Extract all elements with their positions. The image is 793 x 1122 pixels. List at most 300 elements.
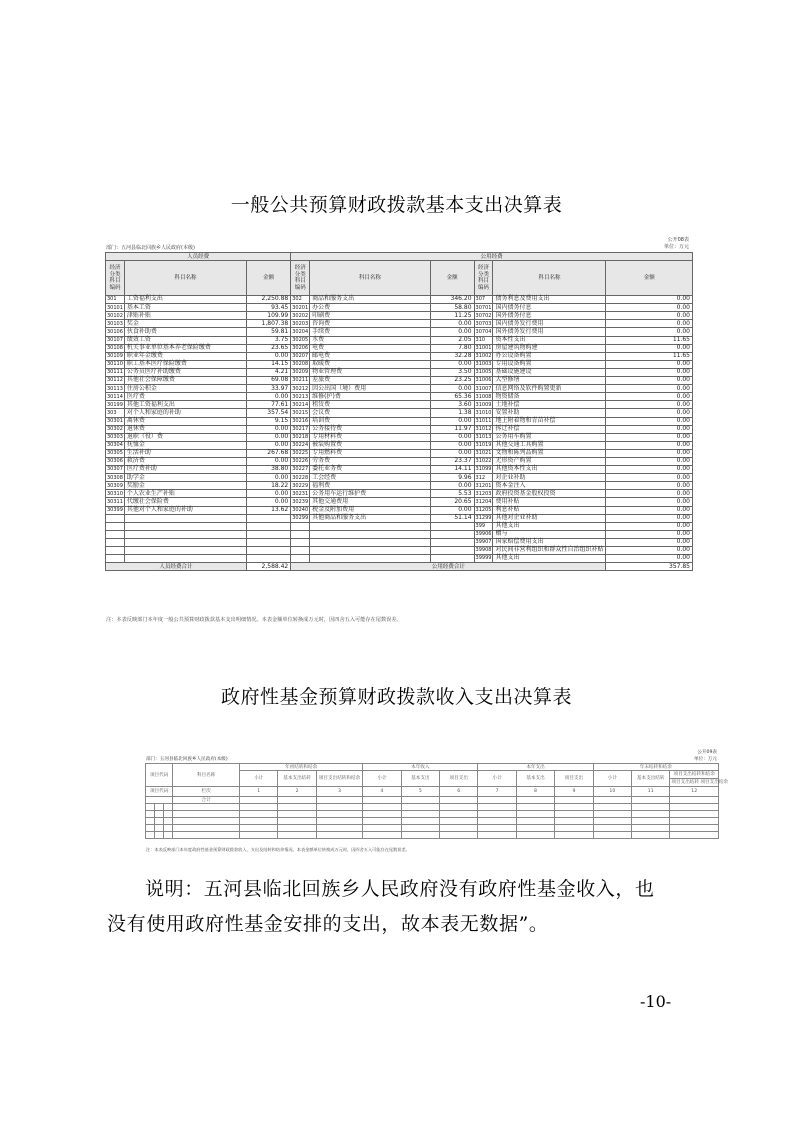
cell-name: 其他支出 bbox=[493, 522, 606, 530]
cell-code bbox=[291, 530, 310, 538]
cell-code: 30225 bbox=[292, 450, 309, 457]
cell-code: 31010 bbox=[475, 409, 492, 416]
cell-amount: 0.00 bbox=[430, 506, 474, 514]
cell-name bbox=[310, 538, 430, 546]
cell-name: 委托业务费 bbox=[310, 466, 430, 474]
cell-code: 30704 bbox=[475, 328, 492, 335]
cell-name: 国外债务发行费用 bbox=[493, 328, 606, 336]
cell-code: 31006 bbox=[475, 377, 492, 384]
lan-num: 2 bbox=[278, 787, 316, 797]
cell-name: 土地补偿 bbox=[493, 401, 606, 409]
cell-amount bbox=[430, 538, 474, 546]
cell-amount: 0.00 bbox=[246, 457, 290, 465]
header-sub1: 项目支出结转 bbox=[671, 780, 699, 785]
cell-name: 资本金注入 bbox=[493, 482, 606, 490]
cell-amount: 0.00 bbox=[430, 482, 474, 490]
cell-amount: 23.65 bbox=[246, 344, 290, 352]
cell-name: 抚恤金 bbox=[124, 441, 246, 449]
cell-name: 职工基本医疗保险缴费 bbox=[124, 360, 246, 368]
cell-name: 工资福利支出 bbox=[124, 296, 246, 304]
cell-name: 差旅费 bbox=[310, 377, 430, 385]
header-amount: 金额 bbox=[606, 261, 693, 296]
cell-name: 退职（役）费 bbox=[124, 433, 246, 441]
cell-amount bbox=[430, 555, 474, 563]
table-row bbox=[106, 514, 693, 522]
cell-code bbox=[291, 538, 310, 546]
cell-name: 其他对企业补助 bbox=[493, 514, 606, 522]
table-row bbox=[106, 344, 693, 352]
cell-amount: 0.00 bbox=[606, 482, 693, 490]
total-personnel-label: 人员经费合计 bbox=[106, 563, 247, 571]
table-row bbox=[106, 360, 693, 368]
table-row bbox=[106, 530, 693, 538]
cell-amount: 0.00 bbox=[606, 296, 693, 304]
title-fund-table: 政府性基金预算财政拨款收入支出决算表 bbox=[220, 686, 572, 708]
table-code-label: 公开09表 bbox=[697, 750, 717, 755]
table-row bbox=[106, 409, 693, 417]
cell-name: 对民间非营利组织和群众性自治组织补贴 bbox=[493, 547, 606, 555]
table-row bbox=[106, 368, 693, 376]
cell-code: 30304 bbox=[107, 442, 123, 449]
cell-amount: 0.00 bbox=[246, 433, 290, 441]
cell-name: 政府投资基金股权投资 bbox=[493, 490, 606, 498]
cell-amount: 0.00 bbox=[606, 401, 693, 409]
cell-amount: 0.00 bbox=[606, 555, 693, 563]
cell-amount: 58.80 bbox=[430, 304, 474, 312]
cell-name: 助学金 bbox=[124, 474, 246, 482]
cell-amount: 32.28 bbox=[430, 352, 474, 360]
cell-code bbox=[106, 522, 125, 530]
cell-code: 30109 bbox=[107, 353, 123, 360]
cell-code: 30309 bbox=[107, 482, 123, 489]
cell-name bbox=[124, 547, 246, 555]
cell-name bbox=[124, 555, 246, 563]
cell-amount: 0.00 bbox=[430, 385, 474, 393]
total-personnel: 2,588.42 bbox=[246, 563, 290, 571]
cell-name: 赠与 bbox=[493, 530, 606, 538]
cell-name: 福利费 bbox=[310, 482, 430, 490]
cell-name: 医疗费 bbox=[124, 393, 246, 401]
cell-name: 绩效工资 bbox=[124, 336, 246, 344]
cell-amount bbox=[430, 530, 474, 538]
lan-num: 10 bbox=[593, 787, 631, 797]
header-basic-carry: 基本支出结转 bbox=[632, 771, 670, 787]
lan-label: 栏次 bbox=[173, 787, 240, 797]
cell-amount: 23.25 bbox=[430, 377, 474, 385]
table-row bbox=[106, 457, 693, 465]
cell-code: 30111 bbox=[107, 369, 123, 376]
cell-name: 代缴社会保险费 bbox=[124, 498, 246, 506]
cell-amount: 93.45 bbox=[246, 304, 290, 312]
cell-amount: 51.14 bbox=[430, 514, 474, 522]
table-row bbox=[106, 320, 693, 328]
header-total: 小计 bbox=[593, 771, 631, 787]
cell-amount: 0.00 bbox=[606, 457, 693, 465]
cell-code: 31299 bbox=[475, 515, 492, 522]
table-row bbox=[146, 787, 719, 797]
cell-name: 维修(护)费 bbox=[310, 393, 430, 401]
cell-code bbox=[291, 547, 310, 555]
table-row bbox=[106, 433, 693, 441]
table-note: 注：本表反映部门本年度政府性基金预算财政拨款收入、支出及结转和结余情况。本表金额单位转换成万元时，因四舍五入可能存在尾数误差。 bbox=[146, 847, 410, 852]
cell-code: 31201 bbox=[475, 482, 492, 489]
cell-amount: 59.81 bbox=[246, 328, 290, 336]
table-row bbox=[106, 312, 693, 320]
cell-name: 专用设备购置 bbox=[493, 360, 606, 368]
cell-code: 30227 bbox=[292, 466, 309, 473]
cell-name bbox=[124, 522, 246, 530]
lan-num: 8 bbox=[516, 787, 554, 797]
header-code: 项目代码 bbox=[146, 787, 173, 797]
cell-name: 其他支出 bbox=[493, 555, 606, 563]
cell-code: 31011 bbox=[475, 417, 492, 424]
cell-amount: 0.00 bbox=[606, 514, 693, 522]
cell-amount: 0.00 bbox=[606, 466, 693, 474]
cell-amount: 1,807.38 bbox=[246, 320, 290, 328]
cell-code: 30208 bbox=[292, 361, 309, 368]
cell-name bbox=[310, 555, 430, 563]
table-row bbox=[106, 401, 693, 409]
cell-amount: 0.00 bbox=[606, 393, 693, 401]
cell-name: 费用补贴 bbox=[493, 498, 606, 506]
cell-code: 301 bbox=[106, 296, 125, 304]
cell-name: 劳务费 bbox=[310, 457, 430, 465]
cell-amount: 13.62 bbox=[246, 506, 290, 514]
header-code: 经济分类科目编码 bbox=[106, 261, 125, 296]
header-name: 科目名称 bbox=[310, 261, 430, 296]
cell-code: 30214 bbox=[292, 401, 309, 408]
cell-code: 31204 bbox=[475, 498, 492, 505]
cell-code: 30101 bbox=[107, 304, 123, 311]
cell-code: 30228 bbox=[292, 474, 309, 481]
cell-name: 水费 bbox=[310, 336, 430, 344]
cell-name: 住房公积金 bbox=[124, 385, 246, 393]
cell-code: 30229 bbox=[292, 482, 309, 489]
cell-code: 310 bbox=[474, 336, 493, 344]
cell-code: 31205 bbox=[475, 506, 492, 513]
group-income: 本年收入 bbox=[363, 764, 478, 771]
cell-amount: 267.68 bbox=[246, 449, 290, 457]
title-basic-expenditure: 一般公共预算财政拨款基本支出决算表 bbox=[230, 194, 563, 216]
dept-label: 部门：五河县临北回族乡人民政府(本级) bbox=[106, 245, 195, 251]
cell-code: 30303 bbox=[107, 434, 123, 441]
cell-amount: 0.00 bbox=[606, 360, 693, 368]
cell-code: 31021 bbox=[475, 450, 492, 457]
cell-amount: 2,250.88 bbox=[246, 296, 290, 304]
cell-code bbox=[106, 547, 125, 555]
cell-name: 其他对个人和家庭的补助 bbox=[124, 506, 246, 514]
cell-amount bbox=[246, 514, 290, 522]
cell-name: 信息网络及软件购置更新 bbox=[493, 385, 606, 393]
cell-code: 31001 bbox=[475, 345, 492, 352]
cell-amount: 11.97 bbox=[430, 425, 474, 433]
header-code: 项目代码 bbox=[146, 764, 173, 787]
cell-name: 国内债务付息 bbox=[493, 304, 606, 312]
table-row bbox=[106, 417, 693, 425]
cell-code: 30103 bbox=[107, 320, 123, 327]
cell-code: 30211 bbox=[292, 377, 309, 384]
cell-code: 39906 bbox=[475, 531, 492, 538]
cell-name: 其他交通费用 bbox=[310, 498, 430, 506]
cell-name bbox=[124, 530, 246, 538]
table-row bbox=[106, 296, 693, 304]
cell-name: 咨询费 bbox=[310, 320, 430, 328]
group-opening: 年初结转和结余 bbox=[239, 764, 362, 771]
cell-code: 30311 bbox=[107, 498, 123, 505]
cell-code: 30308 bbox=[107, 474, 123, 481]
cell-amount: 65.36 bbox=[430, 393, 474, 401]
table-row bbox=[106, 328, 693, 336]
header-project: 项目支出 bbox=[555, 771, 593, 787]
table-row bbox=[106, 304, 693, 312]
header-total: 小计 bbox=[478, 771, 516, 787]
cell-name: 国家赔偿费用支出 bbox=[493, 538, 606, 546]
header-amount: 金额 bbox=[246, 261, 290, 296]
cell-name: 房屋建筑物购建 bbox=[493, 344, 606, 352]
cell-name: 租赁费 bbox=[310, 401, 430, 409]
cell-name: 办公设备购置 bbox=[493, 352, 606, 360]
cell-code: 30701 bbox=[475, 304, 492, 311]
cell-amount: 0.00 bbox=[606, 490, 693, 498]
cell-name: 大型修缮 bbox=[493, 377, 606, 385]
table-note: 注：本表反映部门本年度一般公共预算财政拨款基本支出明细情况。本表金额单位转换成万元时，因四舍五入可能存在尾数误差。 bbox=[106, 617, 402, 623]
table-row bbox=[106, 393, 693, 401]
table-row bbox=[106, 425, 693, 433]
cell-name: 手续费 bbox=[310, 328, 430, 336]
cell-code: 399 bbox=[474, 522, 493, 530]
table-code-label: 公开08表 bbox=[667, 237, 689, 243]
table-row bbox=[106, 377, 693, 385]
cell-code: 31003 bbox=[475, 361, 492, 368]
header-name: 科目名称 bbox=[173, 764, 240, 787]
cell-name bbox=[310, 522, 430, 530]
cell-amount bbox=[430, 522, 474, 530]
cell-name: 税金及附加费用 bbox=[310, 506, 430, 514]
table-grid bbox=[145, 763, 729, 839]
cell-amount: 0.00 bbox=[246, 393, 290, 401]
group-closing: 年末结转和结余 bbox=[593, 764, 718, 771]
cell-name bbox=[124, 514, 246, 522]
cell-code: 30239 bbox=[292, 498, 309, 505]
cell-code: 30703 bbox=[475, 320, 492, 327]
cell-name: 拆迁补偿 bbox=[493, 425, 606, 433]
cell-name: 物业管理费 bbox=[310, 368, 430, 376]
sum-label: 合计 bbox=[173, 797, 240, 804]
cell-code: 302 bbox=[291, 296, 310, 304]
cell-code: 30218 bbox=[292, 434, 309, 441]
cell-name: 个人农业生产补贴 bbox=[124, 490, 246, 498]
header-project: 项目支出 bbox=[440, 771, 478, 787]
explanation-line-2: 没有使用政府性基金安排的支出，故本表无数据”。 bbox=[107, 913, 549, 935]
cell-amount bbox=[430, 547, 474, 555]
cell-amount: 2.05 bbox=[430, 336, 474, 344]
table-row bbox=[106, 441, 693, 449]
cell-name: 基本工资 bbox=[124, 304, 246, 312]
cell-code: 30112 bbox=[107, 377, 123, 384]
cell-name: 奖金 bbox=[124, 320, 246, 328]
cell-code: 30114 bbox=[107, 393, 123, 400]
cell-amount: 0.00 bbox=[606, 506, 693, 514]
cell-code: 30107 bbox=[107, 336, 123, 343]
cell-amount: 11.25 bbox=[430, 312, 474, 320]
cell-code: 31002 bbox=[475, 353, 492, 360]
cell-name: 办公费 bbox=[310, 304, 430, 312]
lan-num: 11 bbox=[632, 787, 670, 797]
cell-name bbox=[310, 547, 430, 555]
table-row bbox=[106, 449, 693, 457]
cell-amount: 357.54 bbox=[246, 409, 290, 417]
cell-name: 对个人和家庭的补助 bbox=[124, 409, 246, 417]
cell-name: 印刷费 bbox=[310, 312, 430, 320]
cell-code: 30106 bbox=[107, 328, 123, 335]
cell-code: 31008 bbox=[475, 393, 492, 400]
cell-amount: 0.00 bbox=[606, 425, 693, 433]
cell-amount: 0.00 bbox=[246, 474, 290, 482]
cell-code: 30207 bbox=[292, 353, 309, 360]
cell-code: 39908 bbox=[475, 547, 492, 554]
cell-amount: 3.50 bbox=[430, 368, 474, 376]
table-row bbox=[106, 547, 693, 555]
cell-amount: 38.80 bbox=[246, 466, 290, 474]
cell-amount: 69.08 bbox=[246, 377, 290, 385]
cell-code bbox=[291, 555, 310, 563]
lan-num: 9 bbox=[555, 787, 593, 797]
cell-amount: 0.00 bbox=[606, 320, 693, 328]
table-row bbox=[106, 490, 693, 498]
cell-name: 救济费 bbox=[124, 457, 246, 465]
cell-name: 物资储备 bbox=[493, 393, 606, 401]
cell-name: 利息补贴 bbox=[493, 506, 606, 514]
cell-code: 31099 bbox=[475, 466, 492, 473]
cell-amount: 1.38 bbox=[430, 409, 474, 417]
cell-name: 电费 bbox=[310, 344, 430, 352]
cell-name: 安置补助 bbox=[493, 409, 606, 417]
cell-name: 国外债务付息 bbox=[493, 312, 606, 320]
cell-amount bbox=[246, 555, 290, 563]
cell-amount: 20.65 bbox=[430, 498, 474, 506]
cell-amount: 0.00 bbox=[246, 425, 290, 433]
cell-code: 30212 bbox=[292, 385, 309, 392]
cell-name: 机关事业单位基本养老保险缴费 bbox=[124, 344, 246, 352]
cell-code: 312 bbox=[474, 474, 493, 482]
cell-name: 文物和陈列品购置 bbox=[493, 449, 606, 457]
cell-code: 30240 bbox=[292, 506, 309, 513]
cell-amount: 33.97 bbox=[246, 385, 290, 393]
cell-amount: 14.11 bbox=[430, 466, 474, 474]
cell-code: 30202 bbox=[292, 312, 309, 319]
cell-name: 培训费 bbox=[310, 417, 430, 425]
header-basic: 基本支出 bbox=[401, 771, 439, 787]
cell-name: 医疗费补助 bbox=[124, 466, 246, 474]
cell-name: 因公出国（境）费用 bbox=[310, 385, 430, 393]
cell-amount: 0.00 bbox=[606, 344, 693, 352]
cell-code: 30299 bbox=[292, 515, 309, 522]
table-row bbox=[106, 385, 693, 393]
cell-amount: 3.75 bbox=[246, 336, 290, 344]
cell-name: 地上附着物和青苗补偿 bbox=[493, 417, 606, 425]
cell-amount: 7.80 bbox=[430, 344, 474, 352]
cell-amount: 0.00 bbox=[606, 498, 693, 506]
cell-amount: 0.00 bbox=[606, 449, 693, 457]
cell-code: 30305 bbox=[107, 450, 123, 457]
cell-code: 30217 bbox=[292, 425, 309, 432]
cell-amount: 4.21 bbox=[246, 368, 290, 376]
cell-name: 公务员医疗补助缴费 bbox=[124, 368, 246, 376]
basic-expenditure-table bbox=[105, 236, 693, 626]
table-row bbox=[106, 555, 693, 563]
cell-name: 奖励金 bbox=[124, 482, 246, 490]
header-basic-carry: 基本支出结转 bbox=[278, 771, 316, 787]
cell-code: 30301 bbox=[107, 417, 123, 424]
cell-amount: 9.15 bbox=[246, 417, 290, 425]
header-project-carry: 项目支出结转和结余 bbox=[670, 771, 719, 779]
cell-code bbox=[106, 555, 125, 563]
cell-amount: 0.00 bbox=[606, 409, 693, 417]
cell-amount: 0.00 bbox=[606, 368, 693, 376]
header-code: 经济分类科目编码 bbox=[474, 261, 493, 296]
cell-amount: 11.65 bbox=[606, 336, 693, 344]
header-sub2: 项目支出结余 bbox=[700, 780, 729, 785]
cell-amount: 0.00 bbox=[246, 352, 290, 360]
table-row bbox=[106, 336, 693, 344]
cell-amount bbox=[246, 522, 290, 530]
cell-code: 31022 bbox=[475, 458, 492, 465]
table-row bbox=[146, 797, 719, 804]
cell-code: 30302 bbox=[107, 425, 123, 432]
table-row bbox=[106, 474, 693, 482]
cell-code: 30201 bbox=[292, 304, 309, 311]
table-row bbox=[106, 506, 693, 514]
cell-code: 30204 bbox=[292, 328, 309, 335]
cell-amount: 0.00 bbox=[606, 377, 693, 385]
lan-num: 4 bbox=[363, 787, 401, 797]
cell-amount: 0.00 bbox=[430, 320, 474, 328]
cell-code: 31007 bbox=[475, 385, 492, 392]
cell-amount: 3.60 bbox=[430, 401, 474, 409]
cell-amount: 0.00 bbox=[430, 449, 474, 457]
cell-code: 30216 bbox=[292, 417, 309, 424]
table-row bbox=[106, 352, 693, 360]
cell-amount: 109.99 bbox=[246, 312, 290, 320]
cell-code: 30306 bbox=[107, 458, 123, 465]
cell-code: 30205 bbox=[292, 336, 309, 343]
cell-name: 离休费 bbox=[124, 417, 246, 425]
header-basic: 基本支出 bbox=[516, 771, 554, 787]
cell-name: 无形资产购置 bbox=[493, 457, 606, 465]
cell-code: 30310 bbox=[107, 490, 123, 497]
header-total: 小计 bbox=[239, 771, 277, 787]
header-project-carry: 项目支出结转和结余 bbox=[316, 771, 362, 787]
cell-amount: 18.22 bbox=[246, 482, 290, 490]
group-personnel: 人员经费 bbox=[106, 253, 291, 261]
cell-name: 其他交通工具购置 bbox=[493, 441, 606, 449]
cell-amount: 14.15 bbox=[246, 360, 290, 368]
cell-name: 其他工资福利支出 bbox=[124, 401, 246, 409]
cell-name: 邮电费 bbox=[310, 352, 430, 360]
lan-num: 6 bbox=[440, 787, 478, 797]
cell-name: 生活补助 bbox=[124, 449, 246, 457]
cell-code: 31005 bbox=[475, 369, 492, 376]
cell-name: 专用燃料费 bbox=[310, 449, 430, 457]
cell-code: 31019 bbox=[475, 442, 492, 449]
cell-name: 退休费 bbox=[124, 425, 246, 433]
cell-name: 津贴补贴 bbox=[124, 312, 246, 320]
cell-name: 资本性支出 bbox=[493, 336, 606, 344]
cell-name: 伙食补助费 bbox=[124, 328, 246, 336]
cell-code: 30102 bbox=[107, 312, 123, 319]
cell-code: 30226 bbox=[292, 458, 309, 465]
unit-label: 单位：万元 bbox=[694, 757, 717, 762]
